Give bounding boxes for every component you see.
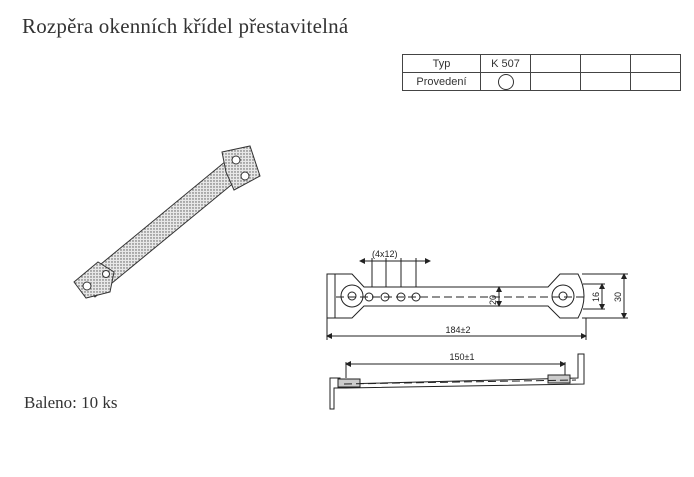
dim-length: 184±2 xyxy=(445,325,471,335)
package-quantity: Baleno: 10 ks xyxy=(24,393,118,412)
type-value: K 507 xyxy=(481,55,531,73)
dim-end-width: 16 xyxy=(591,291,601,303)
stay-top-view xyxy=(327,258,628,340)
dim-hole-pitch: (4x12) xyxy=(372,249,398,259)
row-label-finish: Provedení xyxy=(403,73,481,91)
dim-inner-width: 20 xyxy=(488,294,498,306)
stay-side-view xyxy=(330,354,584,409)
row-label-type: Typ xyxy=(403,55,481,73)
page-title: Rozpěra okenních křídel přestavitelná xyxy=(22,14,349,38)
dim-side-length: 150±1 xyxy=(449,352,475,362)
dim-total-width: 30 xyxy=(613,291,623,303)
stay-perspective-illustration xyxy=(74,146,260,298)
